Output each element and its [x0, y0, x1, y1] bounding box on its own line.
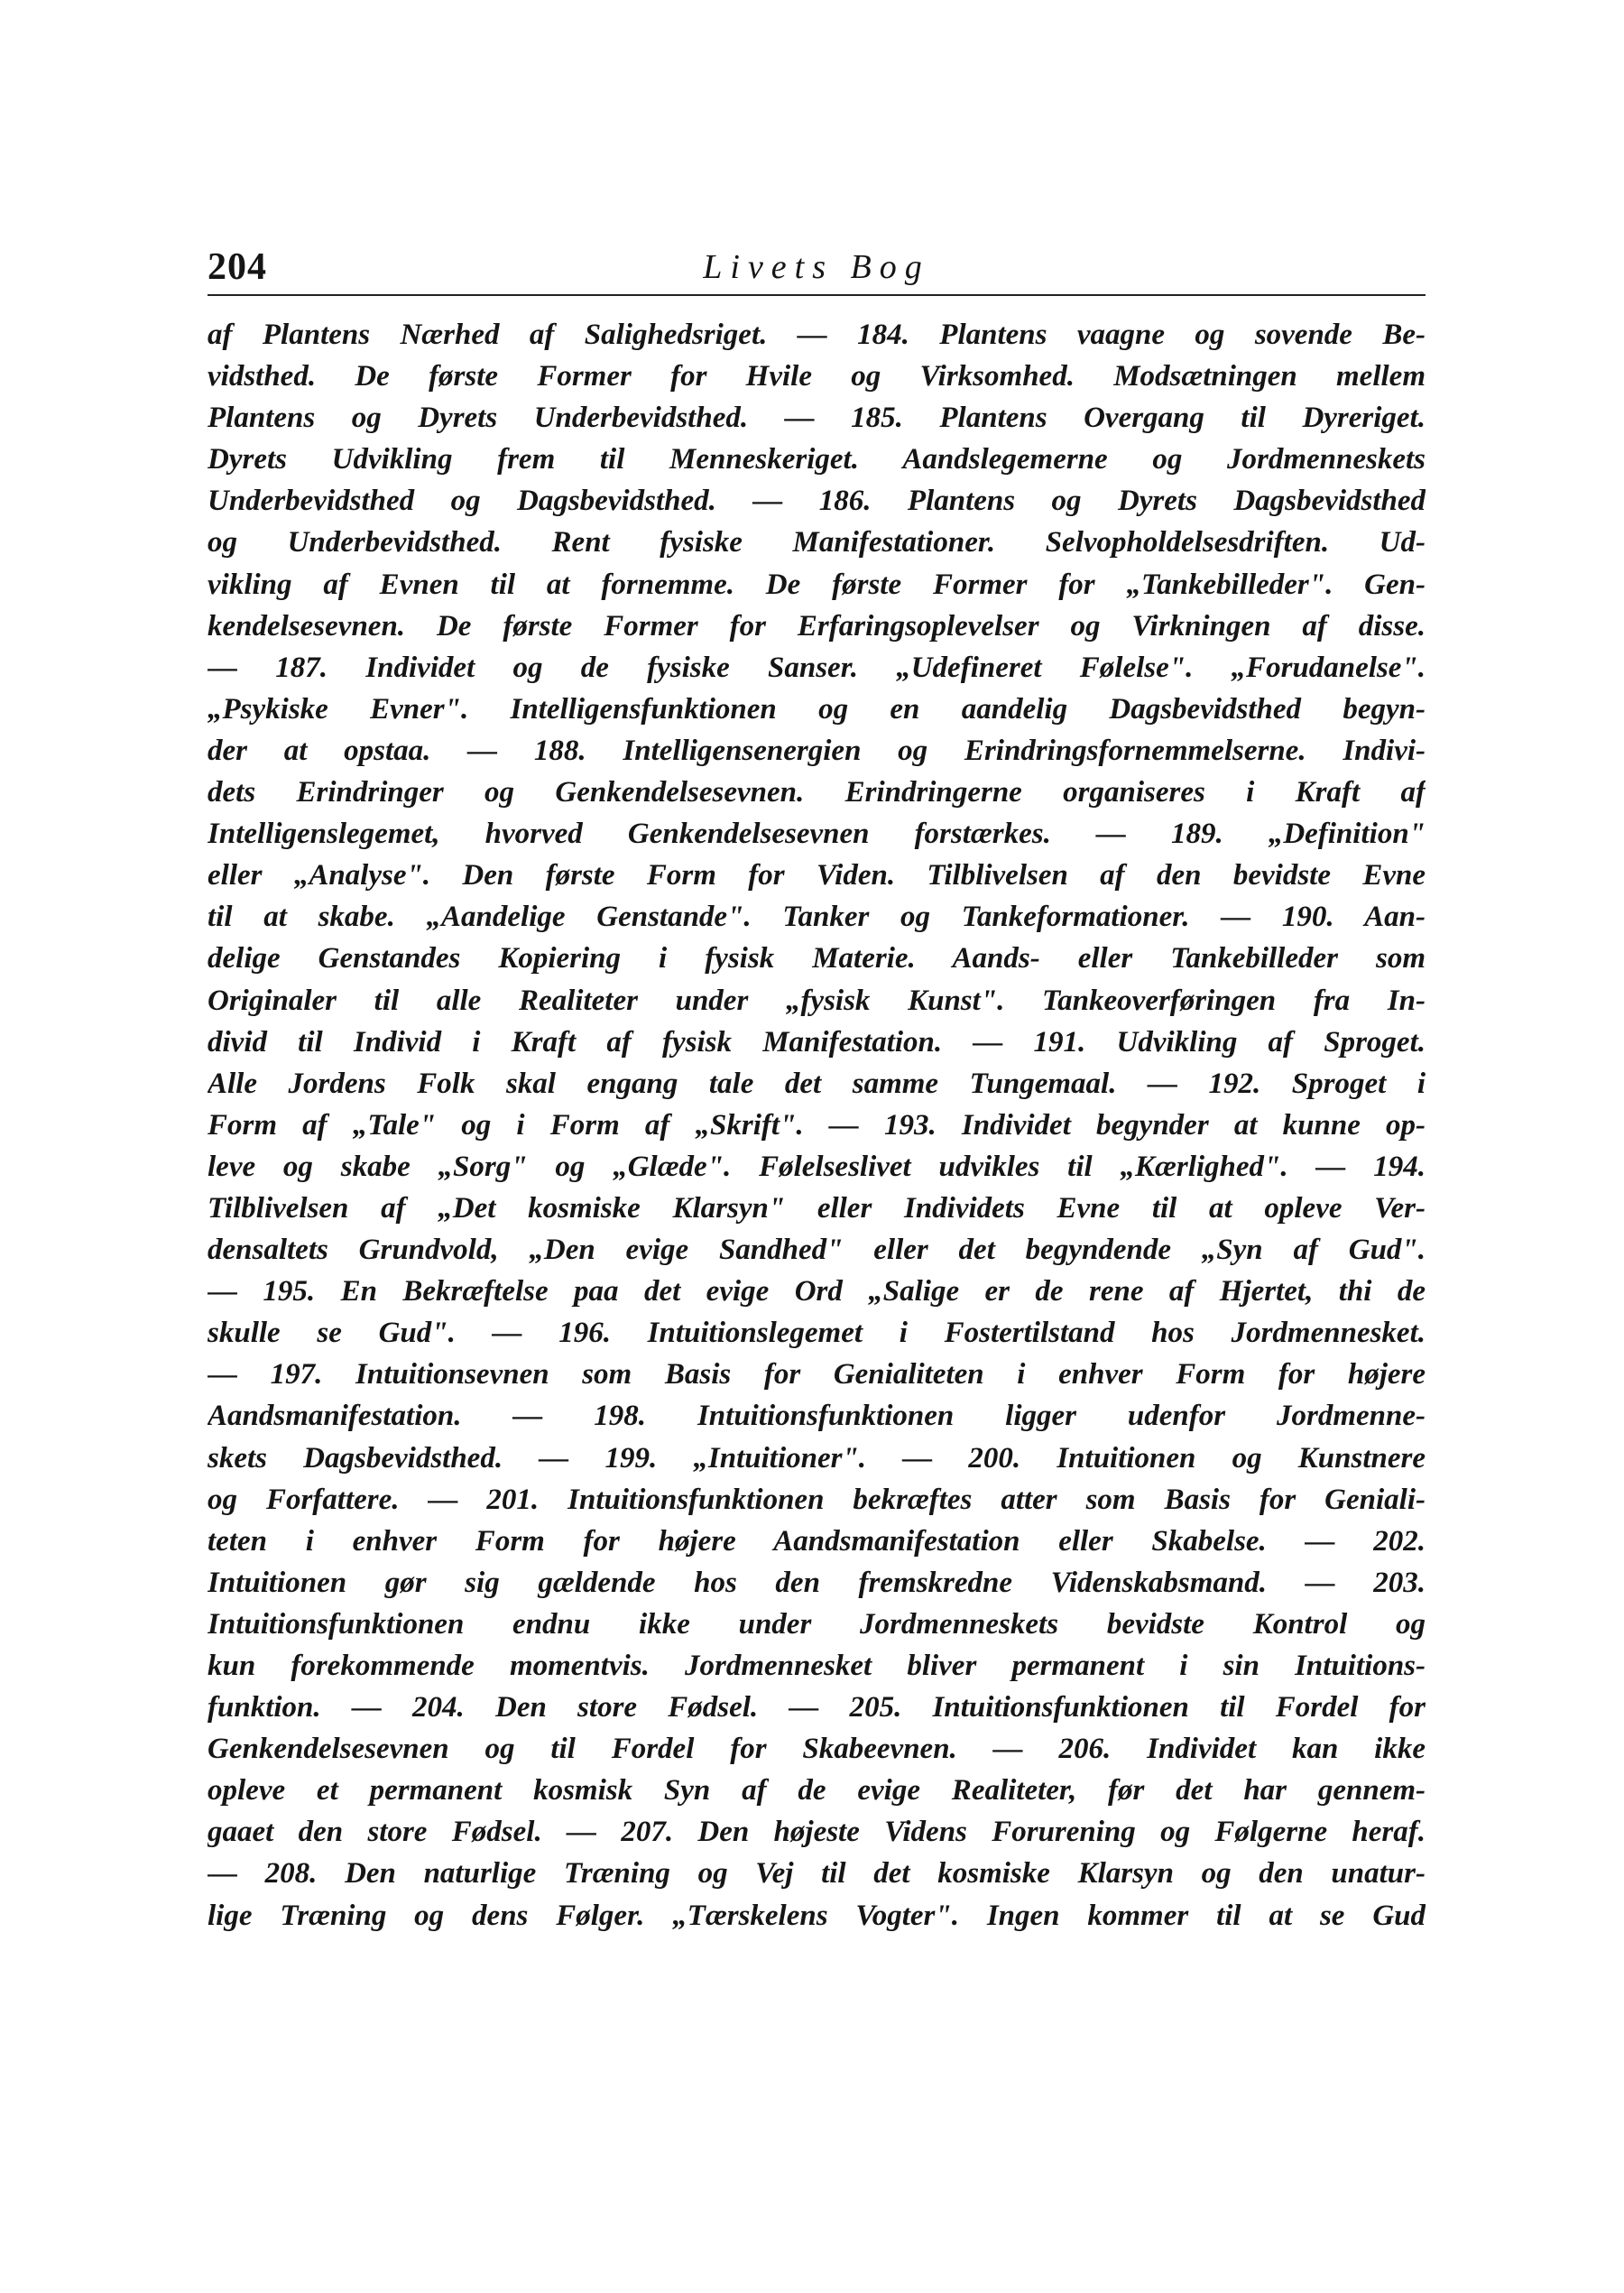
running-title: Livets Bog	[703, 248, 930, 286]
text-line: kun forekommende momentvis. Jordmennesket bliver permanent i sin Intuitions-	[208, 1650, 1426, 1682]
text-line: Plantens og Dyrets Underbevidsthed. — 185. Plantens Overgang til Dyreriget.	[208, 402, 1426, 435]
text-line: leve og skabe „Sorg" og „Glæde". Følelseslivet udvikles til „Kærlighed". — 194.	[208, 1150, 1426, 1183]
text-line: vidsthed. De første Former for Hvile og Virksomhed. Modsætningen mellem	[208, 360, 1426, 393]
text-line: af Plantens Nærhed af Salighedsriget. — 184. Plantens vaagne og sovende Be-	[208, 319, 1426, 351]
text-line: Aandsmanifestation. — 198. Intuitionsfunktionen ligger udenfor Jordmenne-	[208, 1400, 1426, 1433]
text-line: Genkendelsesevnen og til Fordel for Skabeevnen. — 206. Individet kan ikke	[208, 1733, 1426, 1766]
text-line: dets Erindringer og Genkendelsesevnen. Erindringerne organiseres i Kraft af	[208, 776, 1426, 809]
text-line: „Psykiske Evner". Intelligensfunktionen og en aandelig Dagsbevidsthed begyn-	[208, 692, 1426, 726]
text-line: gaaet den store Fødsel. — 207. Den højeste Videns Forurening og Følgerne heraf.	[208, 1816, 1426, 1849]
text-line: Intuitionsfunktionen endnu ikke under Jordmenneskets bevidste Kontrol og	[208, 1607, 1426, 1641]
page-header	[208, 231, 1426, 296]
text-line: teten i enhver Form for højere Aandsmanifestation eller Skabelse. — 202.	[208, 1524, 1426, 1558]
text-line: og Forfattere. — 201. Intuitionsfunktionen bekræftes atter som Basis for Geniali-	[208, 1483, 1426, 1516]
text-line: Intelligenslegemet, hvorved Genkendelsesevnen forstærkes. — 189. „Definition"	[208, 818, 1426, 851]
text-line: og Underbevidsthed. Rent fysiske Manifestationer. Selvopholdelsesdriften. Ud-	[208, 526, 1426, 559]
text-line: — 187. Individet og de fysiske Sanser. „Udefineret Følelse". „Forudanelse".	[208, 651, 1426, 684]
page-number: 204	[208, 246, 267, 288]
text-line: skets Dagsbevidsthed. — 199. „Intuitioner". — 200. Intuitionen og Kunstnere	[208, 1441, 1426, 1475]
text-line: skulle se Gud". — 196. Intuitionslegemet i Fostertilstand hos Jordmennesket.	[208, 1317, 1426, 1350]
text-line: Tilblivelsen af „Det kosmiske Klarsyn" eller Individets Evne til at opleve Ver-	[208, 1191, 1426, 1225]
text-line: — 195. En Bekræftelse paa det evige Ord „Salige er de rene af Hjertet, thi de	[208, 1275, 1426, 1308]
text-line: opleve et permanent kosmisk Syn af de evige Realiteter, før det har gennem-	[208, 1774, 1426, 1808]
text-line: der at opstaa. — 188. Intelligensenergien og Erindringsfornemmelserne. Indivi-	[208, 734, 1426, 767]
text-line: eller „Analyse". Den første Form for Viden. Tilblivelsen af den bevidste Evne	[208, 859, 1426, 892]
text-line: Intuitionen gør sig gældende hos den fremskredne Videnskabsmand. — 203.	[208, 1566, 1426, 1599]
text-line: Underbevidsthed og Dagsbevidsthed. — 186. Plantens og Dyrets Dagsbevidsthed	[208, 485, 1426, 518]
text-line: Alle Jordens Folk skal engang tale det samme Tungemaal. — 192. Sproget i	[208, 1067, 1426, 1100]
text-line: divid til Individ i Kraft af fysisk Manifestation. — 191. Udvikling af Sproget.	[208, 1025, 1426, 1059]
text-line: densaltets Grundvold, „Den evige Sandhed" eller det begyndende „Syn af Gud".	[208, 1234, 1426, 1267]
text-line: — 208. Den naturlige Træning og Vej til det kosmiske Klarsyn og den unatur-	[208, 1857, 1426, 1891]
text-line: — 197. Intuitionsevnen som Basis for Genialiteten i enhver Form for højere	[208, 1358, 1426, 1392]
text-line: Form af „Tale" og i Form af „Skrift". — 193. Individet begynder at kunne op-	[208, 1108, 1426, 1142]
text-line: delige Genstandes Kopiering i fysisk Materie. Aands- eller Tankebilleder som	[208, 942, 1426, 975]
text-line: Dyrets Udvikling frem til Menneskeriget. Aandslegemerne og Jordmenneskets	[208, 443, 1426, 476]
text-line: til at skabe. „Aandelige Genstande". Tanker og Tankeformationer. — 190. Aan-	[208, 901, 1426, 934]
body-text	[208, 314, 1426, 1937]
text-line: vikling af Evnen til at fornemme. De første Former for „Tankebilleder". Gen-	[208, 568, 1426, 601]
text-line: funktion. — 204. Den store Fødsel. — 205. Intuitionsfunktionen til Fordel for	[208, 1691, 1426, 1724]
text-line: Originaler til alle Realiteter under „fysisk Kunst". Tankeoverføringen fra In-	[208, 984, 1426, 1017]
text-line: kendelsesevnen. De første Former for Erfaringsoplevelser og Virkningen af disse.	[208, 609, 1426, 643]
text-line: lige Træning og dens Følger. „Tærskelens Vogter". Ingen kommer til at se Gud	[208, 1899, 1426, 1932]
